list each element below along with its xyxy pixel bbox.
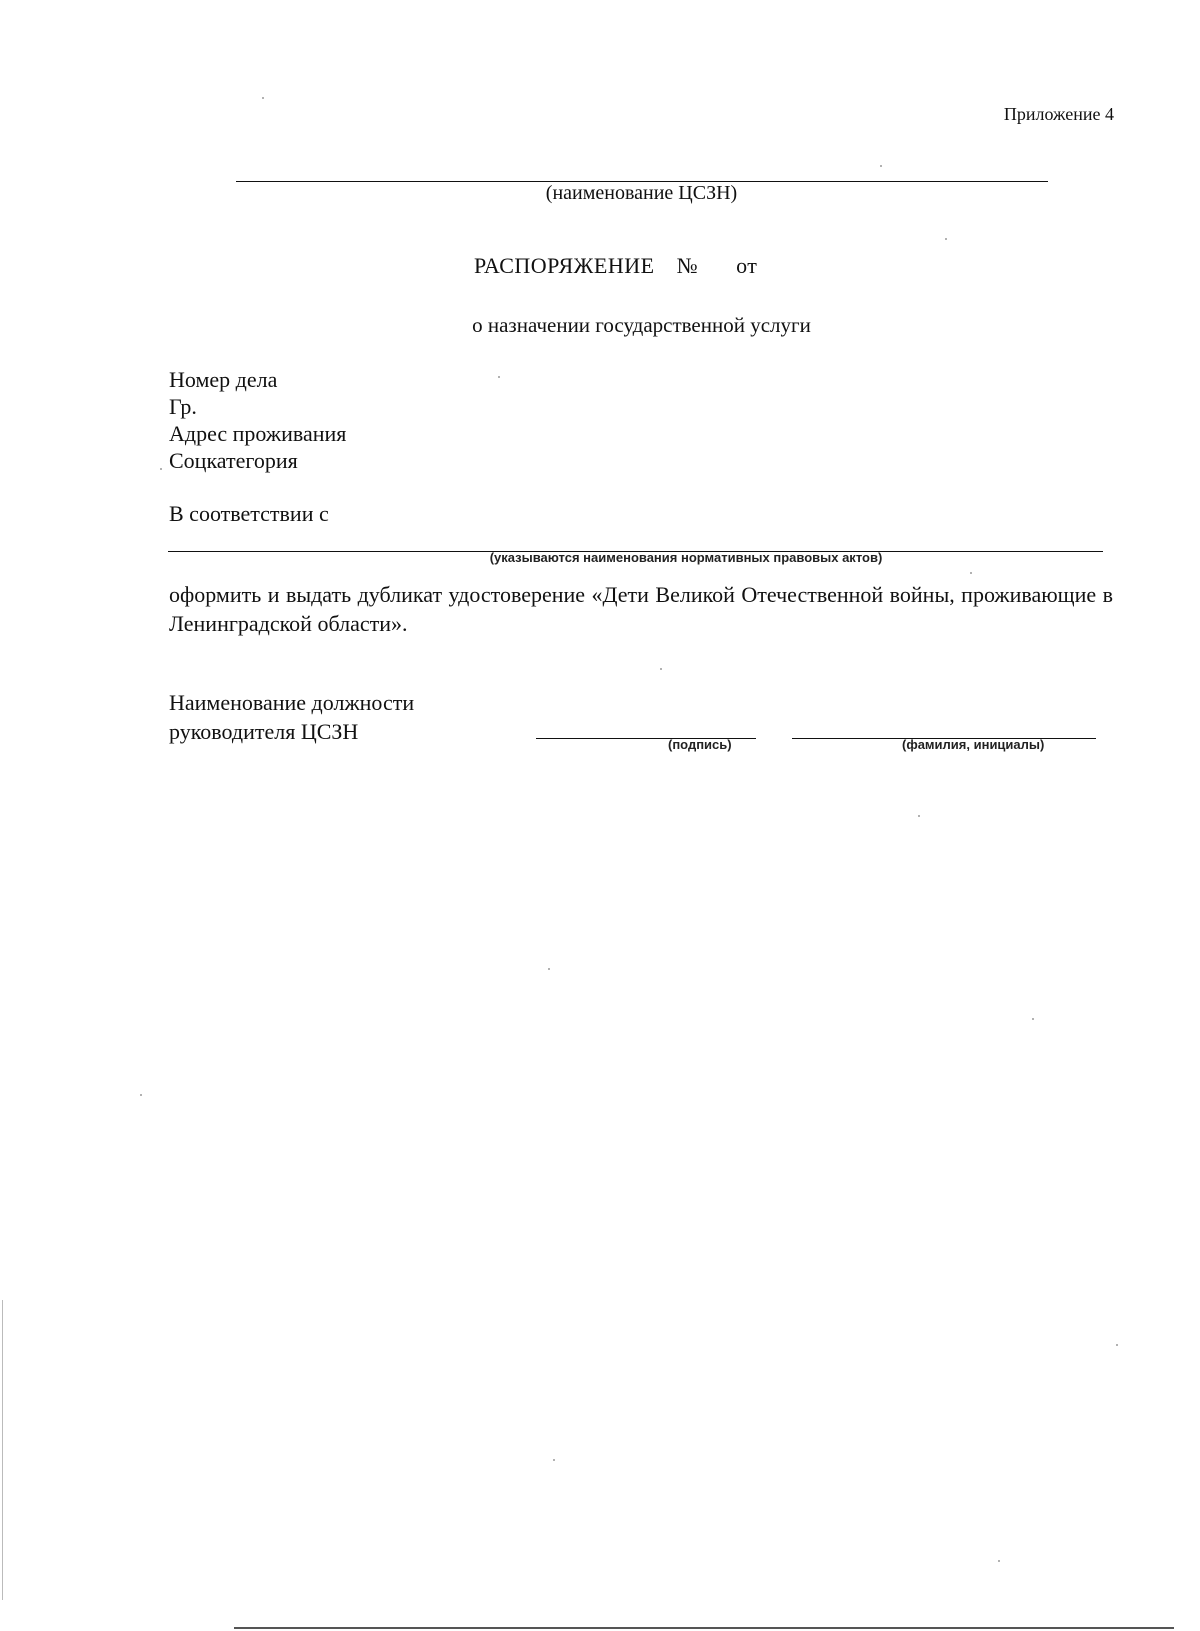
scan-edge-bottom (234, 1627, 1174, 1629)
order-title-text: РАСПОРЯЖЕНИЕ (474, 253, 655, 278)
scan-speck (880, 165, 882, 167)
scan-speck (262, 97, 264, 99)
order-date-prefix: от (736, 253, 758, 278)
scan-speck (1116, 1344, 1118, 1346)
scan-speck (918, 815, 920, 817)
case-number-label: Номер дела (169, 367, 278, 392)
legal-acts-caption: (указываются наименования нормативных правовых актов) (489, 550, 883, 565)
scan-speck (660, 668, 662, 670)
scan-speck (945, 238, 947, 240)
order-title (474, 253, 757, 279)
social-category-label: Соцкатегория (169, 448, 298, 473)
scan-speck (140, 1094, 142, 1096)
scan-speck (1032, 1018, 1034, 1020)
head-position-line1: Наименование должности (169, 690, 415, 715)
name-caption: (фамилия, инициалы) (902, 737, 1045, 752)
scan-speck (998, 1560, 1000, 1562)
scan-speck (548, 968, 550, 970)
scan-speck (160, 468, 162, 470)
signature-caption: (подпись) (668, 737, 732, 752)
decision-text: оформить и выдать дубликат удостоверение «Дети Великой Отечественной войны, проживающие в Ленинградской области». (169, 582, 1113, 636)
head-position-line2: руководителя ЦСЗН (169, 719, 359, 744)
scan-edge-left (2, 1300, 3, 1600)
case-fields (169, 366, 346, 474)
scan-speck (553, 1459, 555, 1461)
scan-speck (970, 572, 972, 574)
org-name-caption: (наименование ЦСЗН) (545, 182, 738, 204)
accordance-label: В соответствии с (169, 501, 329, 526)
scan-speck (498, 376, 500, 378)
order-number-sign: № (676, 253, 699, 278)
citizen-label: Гр. (169, 394, 197, 419)
address-label: Адрес проживания (169, 421, 347, 446)
order-subject: о назначении государственной услуги (472, 313, 811, 337)
head-position (169, 688, 414, 746)
appendix-label: Приложение 4 (1003, 104, 1114, 124)
